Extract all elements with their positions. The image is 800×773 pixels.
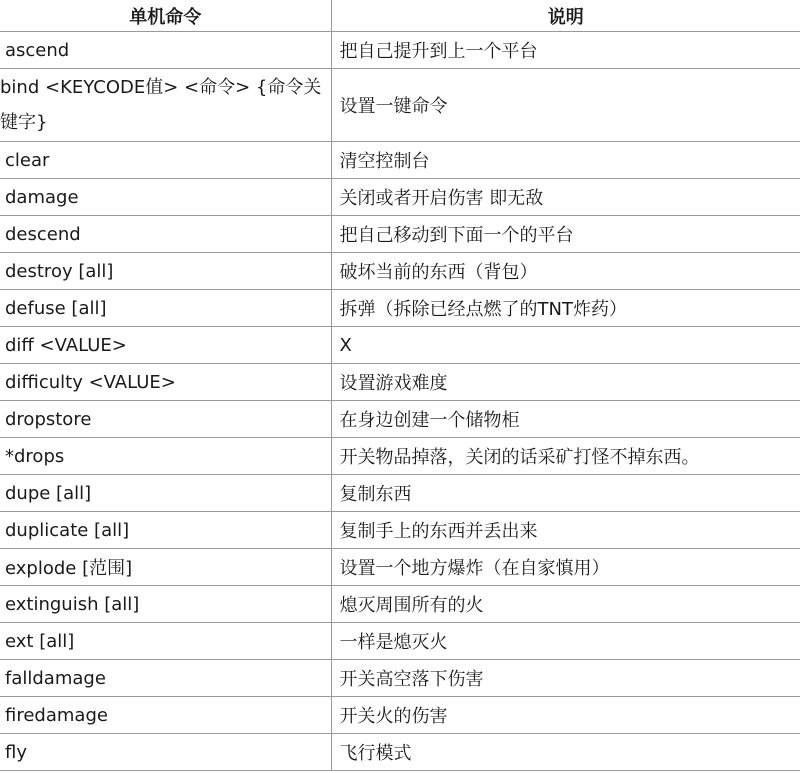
description-cell: 熄灭周围所有的火 <box>331 586 800 623</box>
table-row <box>0 512 800 549</box>
command-cell: dupe [all] <box>0 475 331 512</box>
table-row <box>0 660 800 697</box>
description-cell: 复制手上的东西并丢出来 <box>331 512 800 549</box>
table-row <box>0 549 800 586</box>
command-cell: explode [范围] <box>0 549 331 586</box>
command-cell: destroy [all] <box>0 253 331 290</box>
command-cell: defuse [all] <box>0 290 331 327</box>
description-cell: 开关物品掉落，关闭的话采矿打怪不掉东西。 <box>331 438 800 475</box>
table-row <box>0 438 800 475</box>
command-cell: *drops <box>0 438 331 475</box>
table-row <box>0 32 800 69</box>
command-cell: diff <VALUE> <box>0 327 331 364</box>
column-header-command: 单机命令 <box>0 0 331 32</box>
description-cell: 一样是熄灭火 <box>331 623 800 660</box>
command-cell: firedamage <box>0 697 331 734</box>
table-header-row <box>0 0 800 32</box>
table-row <box>0 734 800 771</box>
description-cell: 复制东西 <box>331 475 800 512</box>
description-cell: 设置一个地方爆炸（在自家慎用） <box>331 549 800 586</box>
command-cell: bind <KEYCODE值> <命令> {命令关键字} <box>0 69 331 142</box>
table-row <box>0 401 800 438</box>
table-row <box>0 179 800 216</box>
description-cell: 清空控制台 <box>331 142 800 179</box>
description-cell: 关闭或者开启伤害 即无敌 <box>331 179 800 216</box>
table-row <box>0 475 800 512</box>
table-row <box>0 142 800 179</box>
table-row <box>0 327 800 364</box>
table-row <box>0 697 800 734</box>
table-row <box>0 364 800 401</box>
command-cell: ascend <box>0 32 331 69</box>
column-header-description: 说明 <box>331 0 800 32</box>
command-cell: falldamage <box>0 660 331 697</box>
command-cell: clear <box>0 142 331 179</box>
command-cell: damage <box>0 179 331 216</box>
command-cell: extinguish [all] <box>0 586 331 623</box>
description-cell: 把自己移动到下面一个的平台 <box>331 216 800 253</box>
description-cell: 开关高空落下伤害 <box>331 660 800 697</box>
table-row <box>0 290 800 327</box>
description-cell: 设置一键命令 <box>331 69 800 142</box>
command-cell: descend <box>0 216 331 253</box>
description-cell: 把自己提升到上一个平台 <box>331 32 800 69</box>
command-cell: difficulty <VALUE> <box>0 364 331 401</box>
table-row <box>0 216 800 253</box>
table-row <box>0 623 800 660</box>
command-cell: duplicate [all] <box>0 512 331 549</box>
description-cell: X <box>331 327 800 364</box>
description-cell: 拆弹（拆除已经点燃了的TNT炸药） <box>331 290 800 327</box>
table-row <box>0 253 800 290</box>
description-cell: 设置游戏难度 <box>331 364 800 401</box>
description-cell: 在身边创建一个储物柜 <box>331 401 800 438</box>
table-row <box>0 586 800 623</box>
command-cell: dropstore <box>0 401 331 438</box>
command-cell: fly <box>0 734 331 771</box>
description-cell: 开关火的伤害 <box>331 697 800 734</box>
description-cell: 破坏当前的东西（背包） <box>331 253 800 290</box>
command-cell: ext [all] <box>0 623 331 660</box>
table-row <box>0 69 800 142</box>
description-cell: 飞行模式 <box>331 734 800 771</box>
